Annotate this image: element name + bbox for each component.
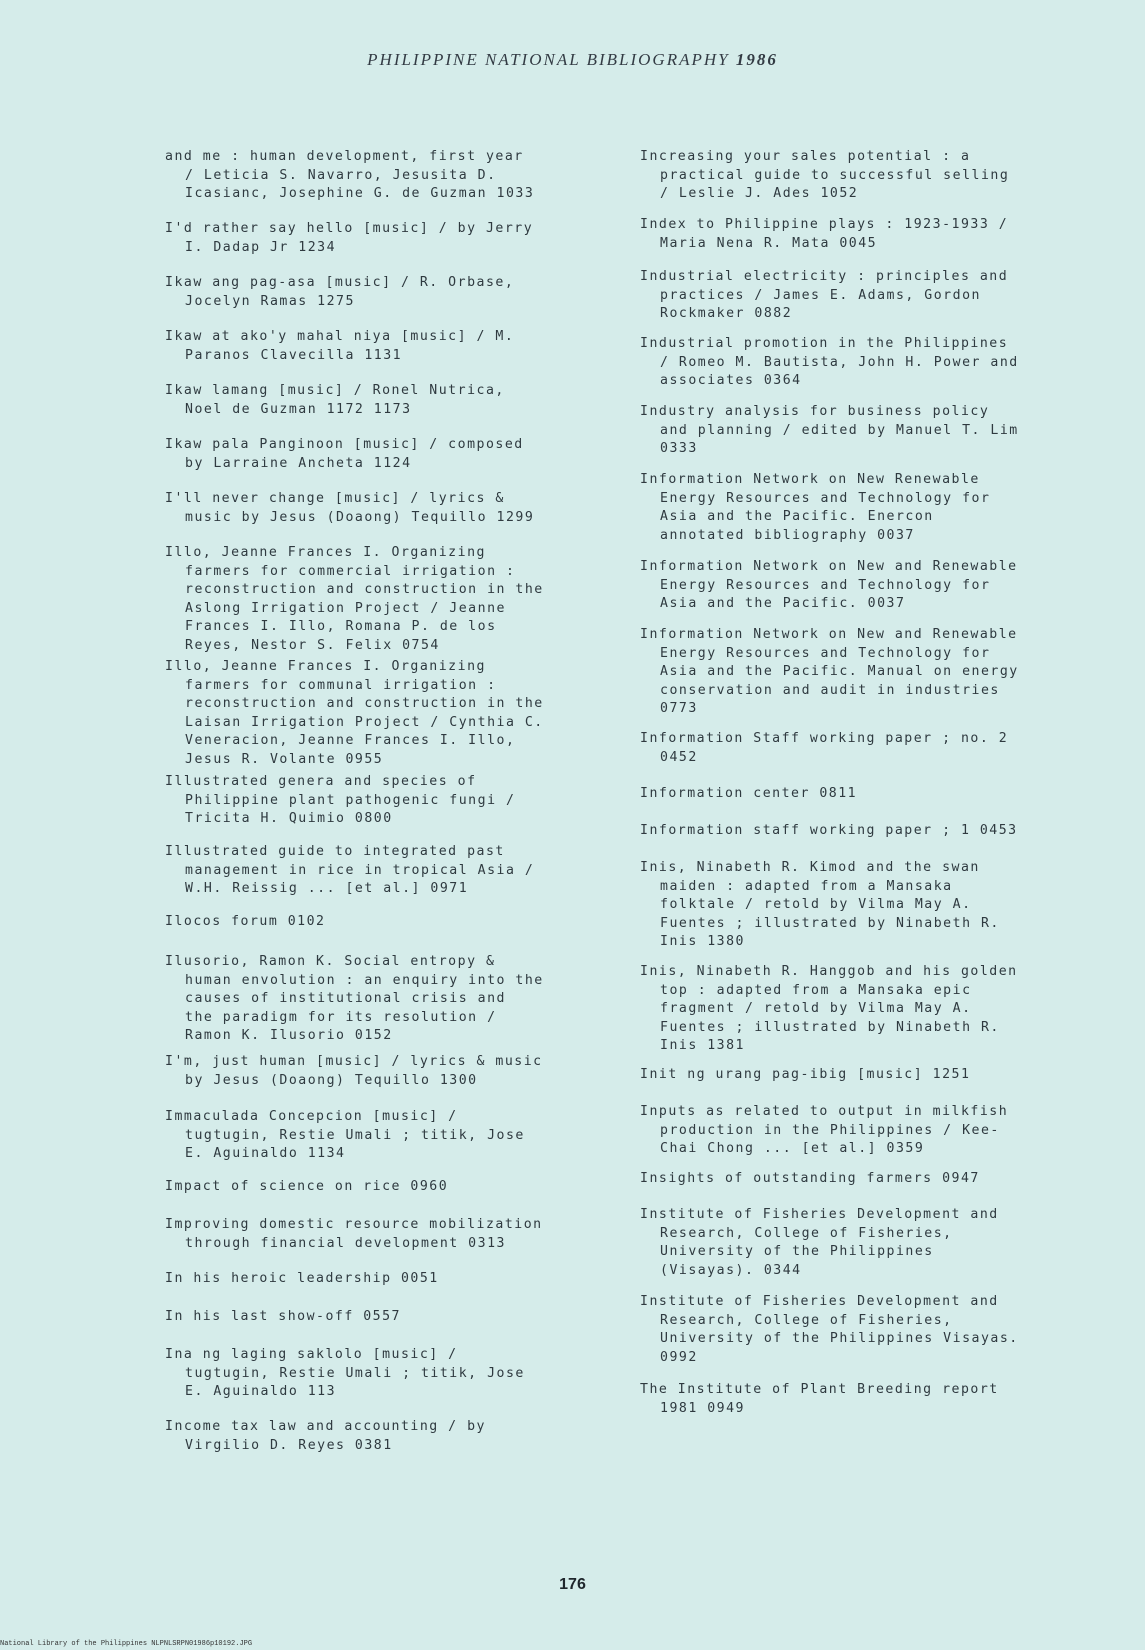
bibliography-entry: Increasing your sales potential : a practical guide to successful selling / Leslie J. Ades 1052: [640, 149, 1010, 201]
bibliography-entry: In his heroic leadership 0051: [165, 1271, 439, 1286]
bibliography-entry: Impact of science on rice 0960: [165, 1179, 449, 1194]
bibliography-entry: Information Network on New and Renewable Energy Resources and Technology for Asia and the Pacific. Manual on energy conservation and audit in industries 0773: [640, 627, 1019, 716]
bibliography-entry: Ikaw ang pag-asa [music] / R. Orbase, Jocelyn Ramas 1275: [165, 275, 515, 309]
bibliography-entry: Ina ng laging saklolo [music] / tugtugin, Restie Umali ; titik, Jose E. Aguinaldo 113: [165, 1347, 525, 1399]
bibliography-entry: Illo, Jeanne Frances I. Organizing farmers for commercial irrigation : reconstruction and construction in the Aslong Irrigation Project / Jeanne Frances I. Illo, Romana P. de los Reyes, Nestor S. Felix 0754: [165, 545, 544, 653]
bibliography-entry: Illustrated genera and species of Philippine plant pathogenic fungi / Tricita H. Quimio 0800: [165, 774, 516, 826]
bibliography-entry: Immaculada Concepcion [music] / tugtugin, Restie Umali ; titik, Jose E. Aguinaldo 1134: [165, 1109, 525, 1161]
bibliography-entry: Ilusorio, Ramon K. Social entropy & human envolution : an enquiry into the causes of institutional crisis and the paradigm for its resolution / Ramon K. Ilusorio 0152: [165, 954, 544, 1043]
bibliography-entry: I'd rather say hello [music] / by Jerry I. Dadap Jr 1234: [165, 221, 534, 255]
header-title: PHILIPPINE NATIONAL BIBLIOGRAPHY: [367, 50, 730, 69]
bibliography-entry: Industrial promotion in the Philippines / Romeo M. Bautista, John H. Power and associates 0364: [640, 336, 1019, 388]
bibliography-entry: Init ng urang pag-ibig [music] 1251: [640, 1067, 971, 1082]
bibliography-entry: Insights of outstanding farmers 0947: [640, 1171, 980, 1186]
bibliography-entry: Inputs as related to output in milkfish production in the Philippines / Kee- Chai Chong ... [et al.] 0359: [640, 1104, 1009, 1156]
bibliography-entry: Industrial electricity : principles and practices / James E. Adams, Gordon Rockmaker 0882: [640, 269, 1009, 321]
bibliography-entry: In his last show-off 0557: [165, 1309, 401, 1324]
bibliography-entry: Ikaw lamang [music] / Ronel Nutrica, Noel de Guzman 1172 1173: [165, 383, 505, 417]
bibliography-entry: Income tax law and accounting / by Virgilio D. Reyes 0381: [165, 1419, 486, 1453]
bibliography-entry: Information staff working paper ; 1 0453: [640, 823, 1018, 838]
page-number: 176: [559, 1576, 586, 1593]
running-header: [0, 50, 1145, 70]
bibliography-entry: Institute of Fisheries Development and Research, College of Fisheries, University of the Philippines Visayas. 0992: [640, 1294, 1019, 1365]
bibliography-entry: Ikaw at ako'y mahal niya [music] / M. Paranos Clavecilla 1131: [165, 329, 515, 363]
bibliography-entry: I'm, just human [music] / lyrics & music by Jesus (Doaong) Tequillo 1300: [165, 1054, 543, 1088]
bibliography-entry: Illo, Jeanne Frances I. Organizing farmers for communal irrigation : reconstruction and construction in the Laisan Irrigation Project / Cynthia C. Veneracion, Jeanne Frances I. Illo, Jesus R. Volante 0955: [165, 659, 544, 767]
bibliography-entry: The Institute of Plant Breeding report 1981 0949: [640, 1382, 999, 1416]
bibliography-entry: and me : human development, first year / Leticia S. Navarro, Jesusita D. Icasianc, Josephine G. de Guzman 1033: [165, 149, 535, 201]
bibliography-entry: Ikaw pala Panginoon [music] / composed by Larraine Ancheta 1124: [165, 437, 524, 471]
bibliography-entry: I'll never change [music] / lyrics & music by Jesus (Doaong) Tequillo 1299: [165, 491, 535, 525]
bibliography-entry: Industry analysis for business policy and planning / edited by Manuel T. Lim 0333: [640, 404, 1019, 456]
header-year: 1986: [735, 50, 778, 69]
bibliography-entry: Illustrated guide to integrated past management in rice in tropical Asia / W.H. Reissig ... [et al.] 0971: [165, 844, 535, 896]
bibliography-entry: Inis, Ninabeth R. Kimod and the swan maiden : adapted from a Mansaka folktale / retold by Vilma May A. Fuentes ; illustrated by Ninabeth R. Inis 1380: [640, 860, 1000, 949]
bibliography-entry: Information center 0811: [640, 786, 858, 801]
bibliography-entry: Information Staff working paper ; no. 2 0452: [640, 731, 1009, 765]
bibliography-entry: Information Network on New and Renewable Energy Resources and Technology for Asia and the Pacific. 0037: [640, 559, 1018, 611]
scan-footer: National Library of the Philippines NLPNLSRPN01986p10192.JPG: [0, 1640, 253, 1648]
bibliography-entry: Institute of Fisheries Development and Research, College of Fisheries, University of the Philippines (Visayas). 0344: [640, 1207, 999, 1278]
bibliography-entry: Ilocos forum 0102: [165, 914, 326, 929]
bibliography-entry: Index to Philippine plays : 1923-1933 / Maria Nena R. Mata 0045: [640, 217, 1009, 251]
bibliography-entry: Improving domestic resource mobilization through financial development 0313: [165, 1217, 543, 1251]
bibliography-entry: Inis, Ninabeth R. Hanggob and his golden top : adapted from a Mansaka epic fragment / retold by Vilma May A. Fuentes ; illustrated by Ninabeth R. Inis 1381: [640, 964, 1018, 1053]
bibliography-entry: Information Network on New Renewable Energy Resources and Technology for Asia and the Pacific. Enercon annotated bibliography 0037: [640, 472, 991, 543]
